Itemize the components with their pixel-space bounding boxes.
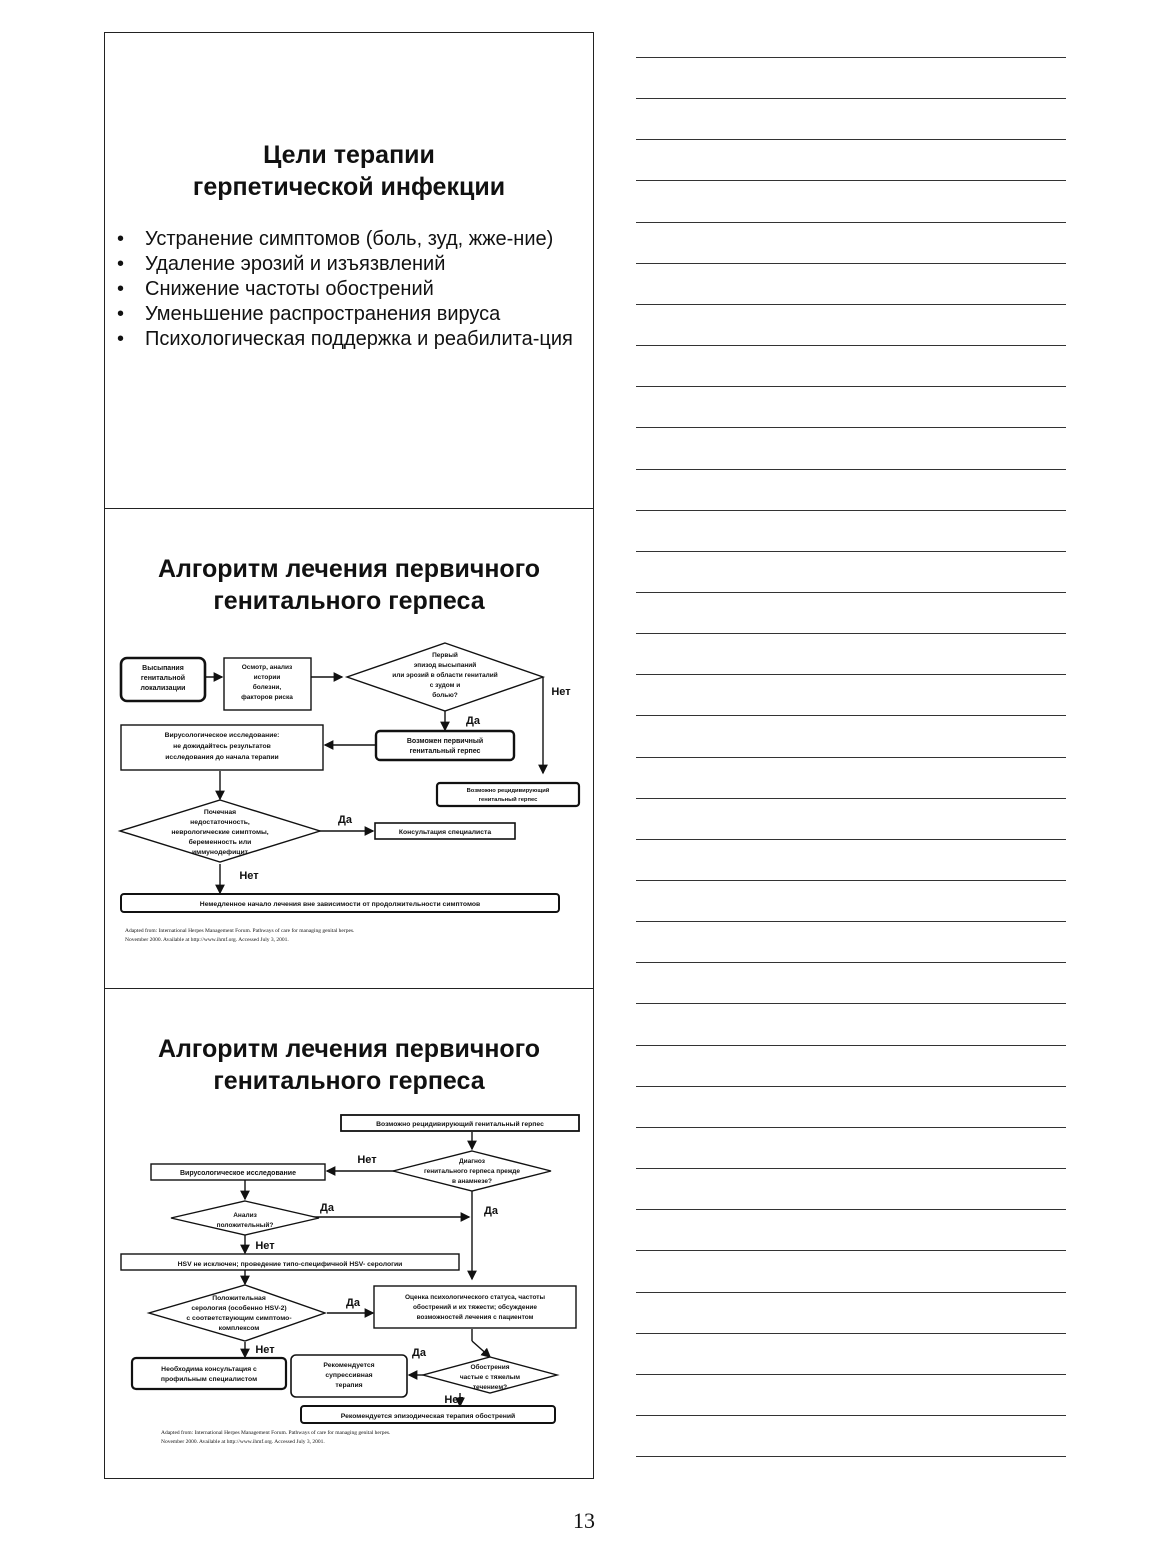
note-line xyxy=(636,633,1066,634)
note-line xyxy=(636,345,1066,346)
slide-primary-algorithm xyxy=(104,509,594,989)
note-line xyxy=(636,1209,1066,1210)
yes-label: Да xyxy=(338,814,352,826)
renal-text: недостаточность, xyxy=(190,819,250,826)
note-line xyxy=(636,386,1066,387)
renal-text: неврологические симптомы, xyxy=(171,829,269,836)
note-line xyxy=(636,921,1066,922)
list-item: • Устранение симптомов (боль, зуд, жже-ние) xyxy=(117,227,583,252)
exam-text: истории xyxy=(253,674,281,681)
note-line xyxy=(636,180,1066,181)
primary-text: Возможен первичный xyxy=(406,738,484,745)
frequent-text: течением? xyxy=(472,1384,508,1391)
source-note: November 2000. Available at http://www.ihmf.org. Accessed July 3, 2001. xyxy=(125,937,289,943)
virology-text: Вирусологическое исследование xyxy=(180,1170,296,1177)
page-number: 13 xyxy=(573,1508,595,1533)
title-line: Алгоритм лечения первичного xyxy=(157,1035,541,1063)
note-line xyxy=(636,222,1066,223)
note-line xyxy=(636,1333,1066,1334)
history-text: в анамнезе? xyxy=(451,1178,493,1185)
rash-text: Высыпания xyxy=(142,665,184,672)
note-line xyxy=(636,1292,1066,1293)
hsv-text: HSV не исключен; проведение типо-специфичной HSV- серологии xyxy=(177,1261,403,1268)
first-episode-text: эпизод высыпаний xyxy=(413,662,477,669)
analysis-text: положительный? xyxy=(216,1222,274,1229)
note-line xyxy=(636,1374,1066,1375)
assessment-text: Оценка психологического статуса, частоты xyxy=(404,1294,546,1301)
primary-text: генитальный герпес xyxy=(409,748,481,755)
title-line: Алгоритм лечения первичного xyxy=(157,555,541,583)
no-label: Нет xyxy=(255,1344,275,1356)
frequent-text: Обострения xyxy=(470,1364,510,1371)
note-line xyxy=(636,962,1066,963)
specialist-text: Консультация специалиста xyxy=(398,829,492,836)
slide-recurrent-algorithm xyxy=(104,989,594,1479)
recurrent-text: Возможно рецидивирующий генитальный герпес xyxy=(376,1121,544,1128)
list-item: • Удаление эрозий и изъязвлений xyxy=(117,252,583,277)
note-line xyxy=(636,57,1066,58)
assessment-text: возможностей лечения с пациентом xyxy=(416,1314,534,1321)
serology-diamond xyxy=(149,1285,325,1341)
no-label: Нет xyxy=(444,1394,464,1406)
exam-text: Осмотр, анализ xyxy=(241,664,293,671)
suppressive-text: супрессивная xyxy=(325,1372,373,1379)
note-line xyxy=(636,592,1066,593)
yes-label: Да xyxy=(484,1205,498,1217)
note-line xyxy=(636,304,1066,305)
frequent-text: частые с тяжелым xyxy=(459,1374,521,1381)
note-line xyxy=(636,715,1066,716)
episodic-text: Рекомендуется эпизодическая терапия обострений xyxy=(340,1413,516,1420)
list-item: • Уменьшение распространения вируса xyxy=(117,302,583,327)
note-line xyxy=(636,798,1066,799)
note-line xyxy=(636,1127,1066,1128)
title-line: генитального герпеса xyxy=(213,587,485,615)
note-line xyxy=(636,839,1066,840)
history-text: генитального герпеса прежде xyxy=(423,1168,521,1175)
slide-title xyxy=(105,139,593,203)
note-line xyxy=(636,98,1066,99)
yes-label: Да xyxy=(412,1347,426,1359)
serology-text: серология (особенно HSV-2) xyxy=(191,1305,287,1312)
note-line xyxy=(636,510,1066,511)
renal-text: иммунодефицит xyxy=(192,849,248,856)
list-item: • Психологическая поддержка и реабилита-ция xyxy=(117,327,583,352)
first-episode-text: или эрозий в области гениталий xyxy=(392,672,498,679)
exam-text: болезни, xyxy=(252,684,282,691)
primary-box xyxy=(376,731,514,760)
serology-text: комплексом xyxy=(218,1325,260,1332)
serology-text: с соответствующим симптомо- xyxy=(186,1315,292,1322)
analysis-text: Анализ xyxy=(233,1212,257,1219)
no-label: Нет xyxy=(255,1240,275,1252)
recurrent-text: генитальный герпес xyxy=(478,797,538,803)
serology-text: Положительная xyxy=(212,1295,266,1302)
suppressive-text: терапия xyxy=(335,1382,363,1389)
first-episode-text: с зудом и xyxy=(429,682,461,689)
title-line: генитального герпеса xyxy=(213,1067,485,1095)
goals-list xyxy=(117,227,583,352)
no-label: Нет xyxy=(551,686,571,698)
first-episode-text: Первый xyxy=(432,652,458,659)
consult-text: профильным специалистом xyxy=(160,1376,258,1383)
note-line xyxy=(636,427,1066,428)
exam-text: факторов риска xyxy=(241,694,293,701)
note-line xyxy=(636,1250,1066,1251)
virology-text: Вирусологическое исследование: xyxy=(164,732,280,739)
yes-label: Да xyxy=(346,1297,360,1309)
yes-label: Да xyxy=(466,715,480,727)
slide-therapy-goals xyxy=(104,32,594,509)
note-line xyxy=(636,139,1066,140)
consult-text: Необходима консультация с xyxy=(161,1366,257,1373)
no-label: Нет xyxy=(239,870,259,882)
note-line xyxy=(636,469,1066,470)
note-line xyxy=(636,263,1066,264)
assessment-text: обострений и их тяжести; обсуждение xyxy=(412,1304,538,1311)
source-note: Adapted from: International Herpes Management Forum. Pathways of care for managing genital herpes. xyxy=(125,928,355,934)
suppressive-text: Рекомендуется xyxy=(323,1362,375,1369)
yes-label: Да xyxy=(320,1202,334,1214)
source-note: Adapted from: International Herpes Management Forum. Pathways of care for managing genital herpes. xyxy=(161,1430,391,1436)
title-line: Цели терапии xyxy=(263,141,435,169)
title-line: герпетической инфекции xyxy=(192,173,506,201)
note-line xyxy=(636,1168,1066,1169)
note-line xyxy=(636,1415,1066,1416)
immediate-text: Немедленное начало лечения вне зависимости от продолжительности симптомов xyxy=(199,901,481,908)
note-line xyxy=(636,1003,1066,1004)
source-note: November 2000. Available at http://www.ihmf.org. Accessed July 3, 2001. xyxy=(161,1439,325,1445)
consult-box xyxy=(132,1358,286,1389)
note-line xyxy=(636,757,1066,758)
note-line xyxy=(636,551,1066,552)
first-episode-text: болью? xyxy=(432,692,458,699)
renal-text: Почечная xyxy=(203,809,237,816)
flowchart-primary xyxy=(105,509,595,989)
rash-text: локализации xyxy=(140,685,186,692)
flowchart-recurrent xyxy=(105,989,595,1479)
no-label: Нет xyxy=(357,1154,377,1166)
note-line xyxy=(636,880,1066,881)
list-item: • Снижение частоты обострений xyxy=(117,277,583,302)
virology-text: не дожидайтесь результатов xyxy=(173,743,271,750)
note-line xyxy=(636,674,1066,675)
history-text: Диагноз xyxy=(459,1158,485,1165)
notes-lines xyxy=(636,0,1066,1500)
note-line xyxy=(636,1086,1066,1087)
renal-text: беременность или xyxy=(188,839,252,846)
note-line xyxy=(636,1045,1066,1046)
virology-text: исследования до начала терапии xyxy=(165,754,279,761)
rash-text: генитальной xyxy=(140,675,186,682)
note-line xyxy=(636,1456,1066,1457)
recurrent-text: Возможно рецидивирующий xyxy=(466,788,550,794)
